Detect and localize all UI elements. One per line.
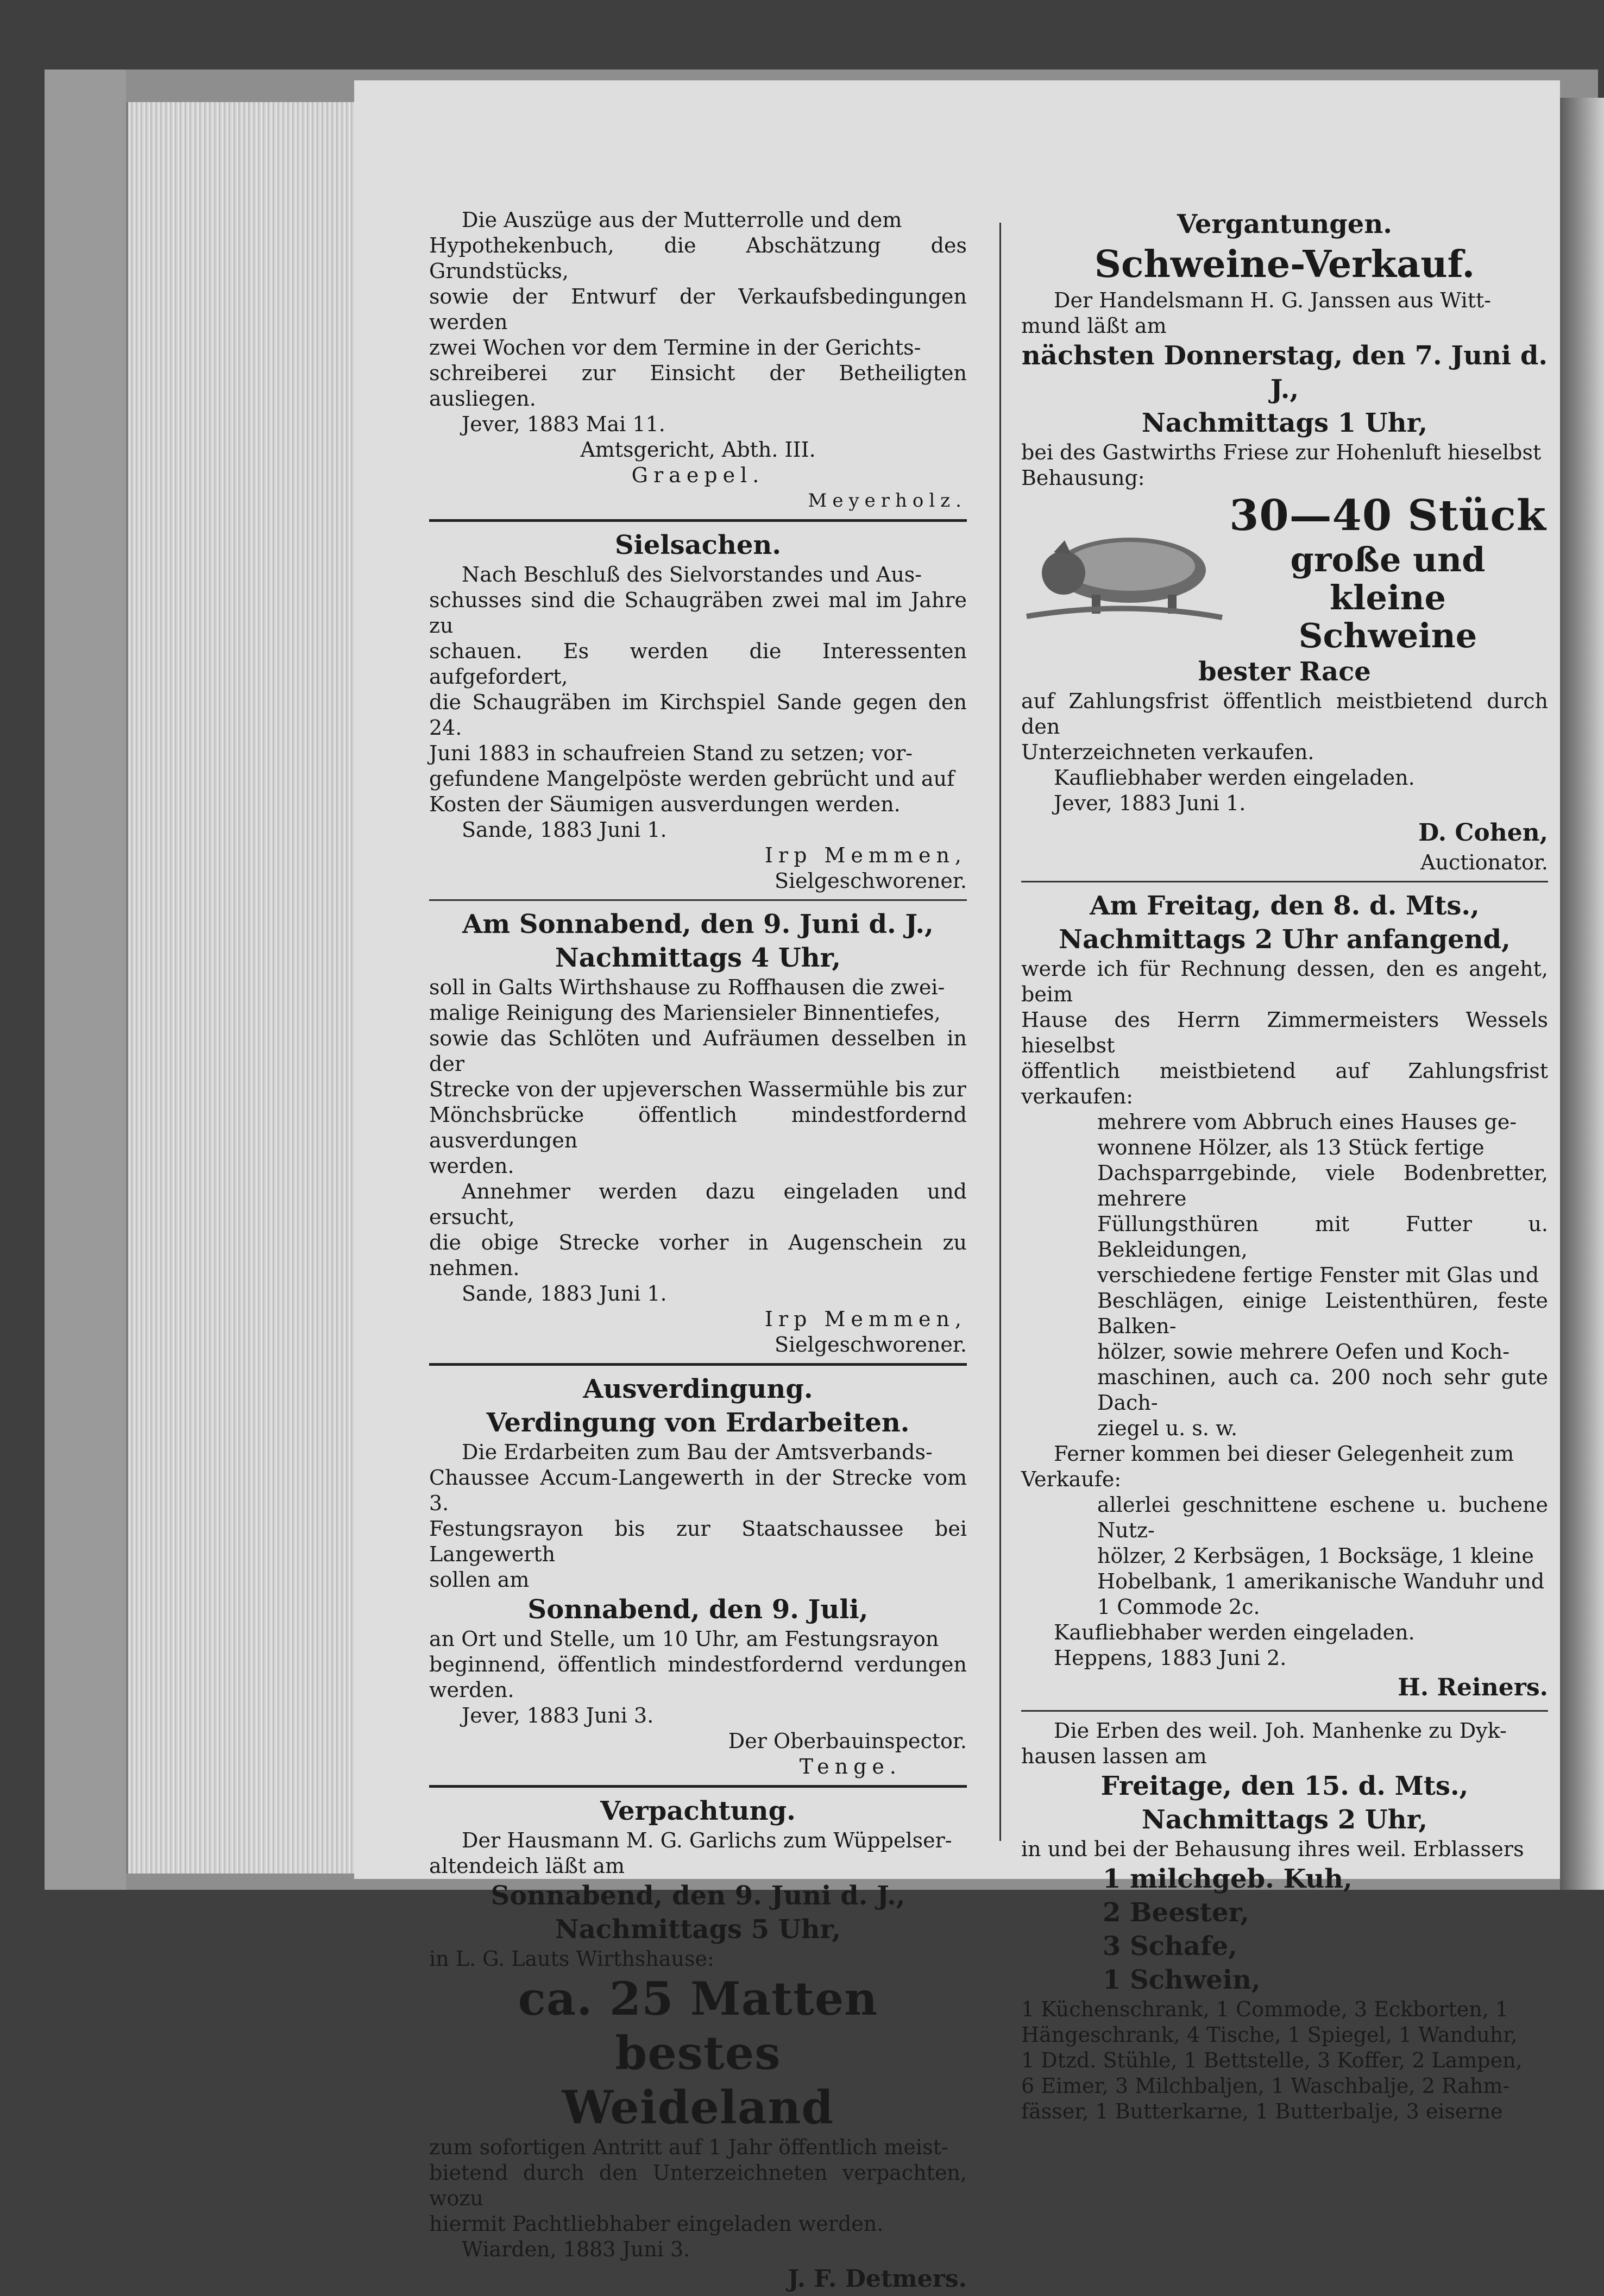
notice-title: Schweine-Verkauf. (1094, 243, 1475, 286)
text-line: Strecke von der upjeverschen Wassermühle bis zur (429, 1077, 966, 1101)
place-date: Heppens, 1883 Juni 2. (1054, 1646, 1287, 1670)
text-line: Ferner kommen bei dieser Gelegenheit zum (1054, 1442, 1514, 1466)
text-line: schauen. Es werden die Interessenten aufgefordert, (429, 639, 967, 689)
section-divider (429, 899, 967, 901)
text-line: auf Zahlungsfrist öffentlich meistbietend durch den (1021, 689, 1548, 739)
text-line: altendeich läßt am (429, 1854, 625, 1878)
text-line: Kosten der Säumigen ausverdungen werden. (429, 792, 901, 816)
time-line: Nachmittags 1 Uhr, (1141, 408, 1428, 438)
text-line: werden. (429, 1154, 514, 1178)
text-line: Festungsrayon bis zur Staatschaussee bei Langewerth (429, 1517, 967, 1566)
section-divider (429, 1363, 967, 1366)
notice-court-extracts (429, 207, 967, 514)
headline: Nachmittags 4 Uhr, (555, 943, 841, 973)
list-item: 1 Commode 2c. (1097, 1595, 1260, 1619)
text-line: Annehmer werden dazu eingeladen und ersucht, (429, 1179, 967, 1229)
text-line: Die Erdarbeiten zum Bau der Amtsverbands- (462, 1440, 933, 1464)
signer-role: Sielgeschworener. (775, 1333, 967, 1357)
notice-verpachtung (429, 1794, 967, 2296)
place-date: Jever, 1883 Juni 1. (1054, 791, 1246, 815)
next-page-shadow (1560, 98, 1604, 1890)
time-line: Nachmittags 2 Uhr, (1141, 1805, 1428, 1835)
list-item: maschinen, auch ca. 200 noch sehr gute Dach- (1097, 1365, 1548, 1415)
text-line: an Ort und Stelle, um 10 Uhr, am Festungsrayon (429, 1627, 939, 1651)
list-item: 2 Beester, (1103, 1897, 1249, 1928)
text-line: Chaussee Accum-Langewerth in der Strecke vom 3. (429, 1466, 967, 1515)
section-divider (429, 1785, 967, 1788)
text-line: Hause des Herrn Zimmermeisters Wessels hieselbst (1021, 1008, 1548, 1057)
column-rule (999, 223, 1001, 1841)
invite-line: Kaufliebhaber werden eingeladen. (1054, 766, 1415, 790)
pig-headline (1228, 491, 1548, 655)
notice-subtitle: Verdingung von Erdarbeiten. (486, 1408, 910, 1438)
kind-line: Schweine (1298, 616, 1477, 655)
text-line: die Schaugräben im Kirchspiel Sande gegen den 24. (429, 690, 967, 740)
notice-title: Ausverdingung. (583, 1374, 813, 1404)
text-line: Der Hausmann M. G. Garlichs zum Wüppelser- (462, 1828, 952, 1852)
text-line: Unterzeichneten verkaufen. (1021, 740, 1314, 764)
text-line: die obige Strecke vorher in Augenschein zu nehmen. (429, 1231, 967, 1280)
left-column (429, 207, 967, 2296)
notice-schweine-verkauf (1021, 207, 1548, 875)
list-item: ziegel u. s. w. (1097, 1416, 1238, 1440)
signer: Irp Memmen, (764, 843, 967, 867)
notice-wessels-auction (1021, 889, 1548, 1705)
right-column (1021, 207, 1548, 2124)
page-edges (126, 102, 356, 1874)
big-headline: ca. 25 Matten bestes (518, 1972, 878, 2080)
signer-role: Auctionator. (1420, 850, 1548, 874)
place-date: Sande, 1883 Juni 1. (462, 818, 667, 842)
livestock-list (1021, 1862, 1548, 1997)
list-item: 1 milchgeb. Kuh, (1103, 1864, 1353, 1894)
signer: H. Reiners. (1398, 1674, 1548, 1701)
date-line: Sonnabend, den 9. Juni d. J., (490, 1881, 905, 1911)
text-line: werde ich für Rechnung dessen, den es angeht, beim (1021, 957, 1548, 1006)
text-line: bietend durch den Unterzeichneten verpachten, wozu (429, 2161, 967, 2210)
list-item: mehrere vom Abbruch eines Hauses ge- (1097, 1110, 1517, 1134)
text-line: gefundene Mangelpöste werden gebrücht und auf (429, 767, 955, 791)
date-line: Freitage, den 15. d. Mts., (1100, 1771, 1469, 1801)
big-headline: Weideland (562, 2080, 834, 2134)
text-line: Nach Beschluß des Sielvorstandes und Aus- (462, 563, 922, 586)
list-item: 3 Schafe, (1103, 1931, 1237, 1961)
headline: Am Sonnabend, den 9. Juni d. J., (462, 909, 934, 939)
text-line: 1 Küchenschrank, 1 Commode, 3 Eckborten, 1 (1021, 1997, 1509, 2021)
place-date: Jever, 1883 Mai 11. (462, 412, 665, 436)
date-line: Sonnabend, den 9. Juli, (527, 1594, 869, 1625)
section-divider (1021, 881, 1548, 882)
signer-role: Der Oberbauinspector. (728, 1729, 967, 1753)
notice-title: Sielsachen. (614, 530, 782, 560)
race-line: bester Race (1198, 657, 1371, 687)
date-line: nächsten Donnerstag, den 7. Juni d. J., (1021, 340, 1548, 405)
text-line: Juni 1883 in schaufreien Stand zu setzen; vor- (429, 741, 913, 765)
place-line: in L. G. Lauts Wirthshause: (429, 1947, 714, 1971)
text-line: Hängeschrank, 4 Tische, 1 Spiegel, 1 Wanduhr, (1021, 2023, 1518, 2047)
book-board (45, 70, 126, 1890)
pig-illustration-icon (1021, 519, 1228, 627)
text-line: sowie der Entwurf der Verkaufsbedingungen werden (429, 285, 967, 334)
text-line: fässer, 1 Butterkarne, 1 Butterbalje, 3 eiserne (1021, 2099, 1503, 2123)
text-line: zum sofortigen Antritt auf 1 Jahr öffentlich meist- (429, 2135, 948, 2159)
text-line: öffentlich meistbietend auf Zahlungsfrist verkaufen: (1021, 1059, 1548, 1108)
notice-ausverdingung (429, 1372, 967, 1780)
list-item: Dachsparrgebinde, viele Bodenbretter, mehrere (1097, 1161, 1548, 1210)
text-line: soll in Galts Wirthshause zu Roffhausen die zwei- (429, 975, 945, 999)
notice-manhenke-heirs (1021, 1718, 1548, 2124)
text-line: 6 Eimer, 3 Milchbaljen, 1 Waschbalje, 2 Rahm- (1021, 2074, 1510, 2098)
item-list (1021, 1492, 1548, 1620)
kind-line: große und kleine (1290, 540, 1486, 617)
place-line: in und bei der Behausung ihres weil. Erblassers (1021, 1837, 1524, 1861)
signer: D. Cohen, (1418, 819, 1548, 847)
text-line: Der Handelsmann H. G. Janssen aus Witt- (1054, 288, 1492, 312)
court-name: Amtsgericht, Abth. III. (580, 438, 816, 462)
list-item: Füllungsthüren mit Futter u. Bekleidungen, (1097, 1212, 1548, 1261)
text-line: mund läßt am (1021, 314, 1167, 338)
text-line: schreiberei zur Einsicht der Betheiligten ausliegen. (429, 361, 967, 411)
text-line: hiermit Pachtliebhaber eingeladen werden. (429, 2212, 884, 2236)
notice-title: Verpachtung. (600, 1796, 796, 1826)
time-line: Nachmittags 5 Uhr, (555, 1914, 841, 1945)
text-line: zwei Wochen vor dem Termine in der Gerichts- (429, 336, 921, 359)
list-item: allerlei geschnittene eschene u. buchene Nutz- (1097, 1493, 1548, 1542)
item-list (1021, 1109, 1548, 1441)
list-item: hölzer, sowie mehrere Oefen und Koch- (1097, 1340, 1510, 1364)
list-item: verschiedene fertige Fenster mit Glas und (1097, 1263, 1539, 1287)
text-line: Behausung: (1021, 466, 1145, 490)
list-item: Beschlägen, einige Leistenthüren, feste Balken- (1097, 1289, 1548, 1338)
signer: J. F. Detmers. (788, 2265, 967, 2293)
text-line: sollen am (429, 1568, 530, 1592)
signer-role: Sielgeschworener. (775, 869, 967, 893)
text-line: Die Erben des weil. Joh. Manhenke zu Dyk- (1054, 1719, 1507, 1743)
text-line: schusses sind die Schaugräben zwei mal im Jahre zu (429, 588, 967, 638)
text-line: malige Reinigung des Mariensieler Binnentiefes, (429, 1001, 941, 1025)
place-date: Wiarden, 1883 Juni 3. (462, 2237, 690, 2261)
invite-line: Kaufliebhaber werden eingeladen. (1054, 1620, 1415, 1644)
list-item: wonnene Hölzer, als 13 Stück fertige (1097, 1136, 1485, 1159)
section-divider (429, 519, 967, 522)
headline: Nachmittags 2 Uhr anfangend, (1059, 924, 1511, 955)
signer: Irp Memmen, (764, 1307, 967, 1331)
section-heading: Vergantungen. (1177, 209, 1392, 239)
clerk: Meyerholz. (808, 490, 967, 512)
list-item: Hobelbank, 1 amerikanische Wanduhr und (1097, 1569, 1545, 1593)
place-date: Jever, 1883 Juni 3. (462, 1704, 654, 1727)
text-line: Mönchsbrücke öffentlich mindestfordernd ausverdungen (429, 1103, 967, 1152)
section-divider (1021, 1710, 1548, 1712)
notice-binnentief (429, 907, 967, 1358)
signer: Tenge. (799, 1755, 902, 1778)
signer: Graepel. (631, 463, 765, 487)
text-line: Hypothekenbuch, die Abschätzung des Grundstücks, (429, 234, 967, 283)
place-date: Sande, 1883 Juni 1. (462, 1282, 667, 1305)
text-line: 1 Dtzd. Stühle, 1 Bettstelle, 3 Koffer, 2 Lampen, (1021, 2048, 1523, 2072)
headline: Am Freitag, den 8. d. Mts., (1090, 891, 1480, 921)
list-item: 1 Schwein, (1103, 1965, 1261, 1995)
text-line: Verkaufe: (1021, 1467, 1122, 1491)
text-line: sowie das Schlöten und Aufräumen desselben in der (429, 1026, 967, 1076)
text-line: bei des Gastwirths Friese zur Hohenluft hieselbst (1021, 440, 1542, 464)
text-line: beginnend, öffentlich mindestfordernd verdungen werden. (429, 1652, 967, 1702)
pig-block (1021, 491, 1548, 655)
list-item: hölzer, 2 Kerbsägen, 1 Bocksäge, 1 kleine (1097, 1544, 1534, 1568)
text-line: Die Auszüge aus der Mutterrolle und dem (462, 208, 902, 232)
count-line: 30—40 Stück (1229, 491, 1546, 540)
notice-sielsachen (429, 528, 967, 894)
text-line: hausen lassen am (1021, 1744, 1207, 1768)
